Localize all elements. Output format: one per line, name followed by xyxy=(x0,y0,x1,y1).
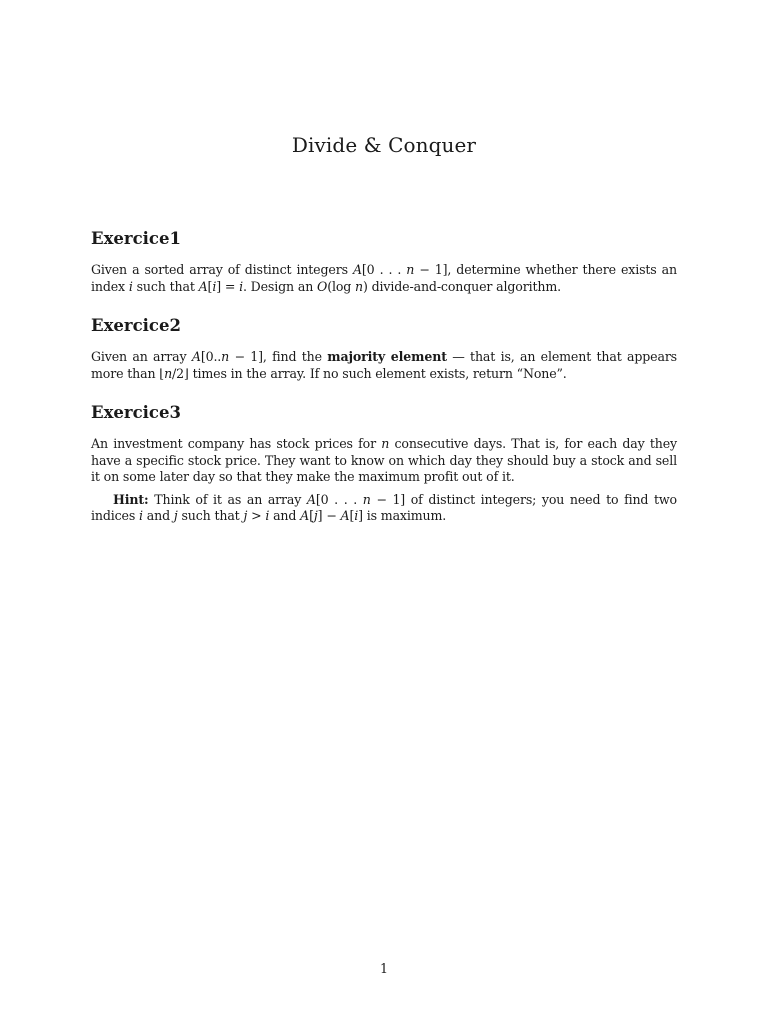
hint-label: Hint: xyxy=(113,491,149,507)
exercise-2 xyxy=(91,316,677,382)
exercise-1 xyxy=(91,229,677,295)
exercise-2-text: Given an array A[0..n − 1], find the majority element — that is, an element that appears more than ⌊n/2⌋ times in the array. If no such element exists, return “None”. xyxy=(91,349,677,381)
exercise-1-heading: Exercice1 xyxy=(91,229,181,248)
majority-element-emphasis: majority element xyxy=(327,349,447,364)
page-title: Divide & Conquer xyxy=(291,133,477,157)
exercise-3-heading: Exercice3 xyxy=(91,403,181,422)
exercise-3 xyxy=(91,403,677,525)
exercise-2-heading: Exercice2 xyxy=(91,316,181,335)
page-number: 1 xyxy=(379,961,388,976)
exercise-1-text: Given a sorted array of distinct integers A[0 . . . n − 1], determine whether there exists an index i such that A[i] = i. Design an O(log n) divide-and-conquer algorithm. xyxy=(91,262,677,294)
exercise-3-hint: Hint: Think of it as an array A[0 . . . n − 1] of distinct integers; you need to find two indices i and j such that j > i and A[j] − A[i] is maximum. xyxy=(91,491,677,523)
exercise-3-text: An investment company has stock prices for n consecutive days. That is, for each day they have a specific stock price. They want to know on which day they should buy a stock and sell it on some later day so that they make the maximum profit out of it. xyxy=(91,436,677,484)
